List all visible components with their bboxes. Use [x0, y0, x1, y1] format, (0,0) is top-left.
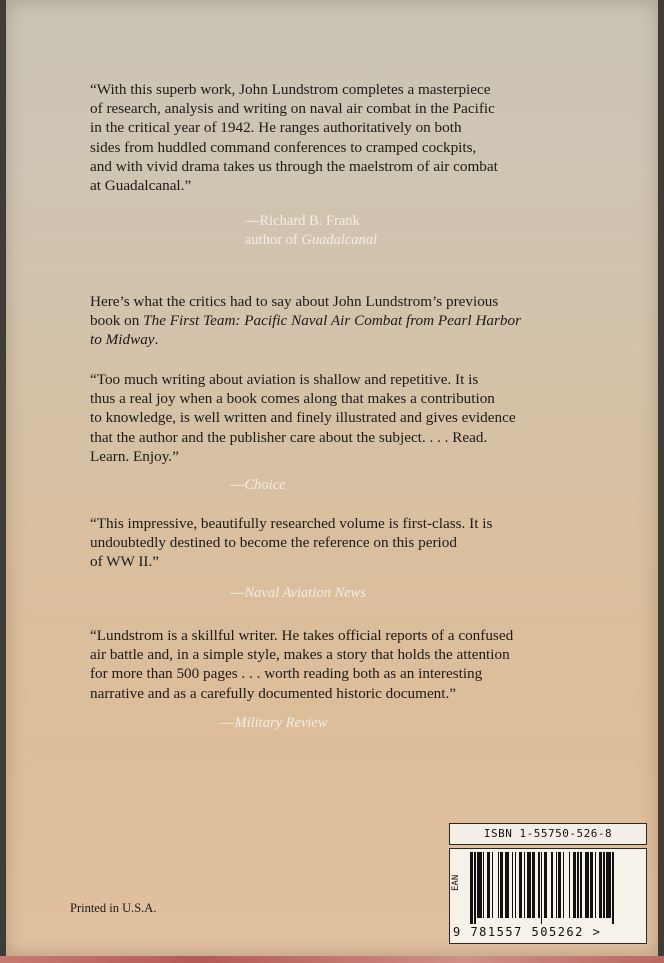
barcode-bar: [612, 852, 613, 924]
barcode-bar: [477, 852, 481, 918]
quote-line: air battle and, in a simple style, makes a story that holds the attention: [90, 646, 510, 664]
barcode-number: 9 781557 505262 >: [453, 925, 602, 939]
barcode-bar: [577, 852, 578, 918]
barcode-bars: [470, 852, 636, 924]
barcode-bar: [515, 852, 516, 918]
quote-line: undoubtedly destined to become the reference on this period: [90, 534, 457, 552]
author-role-text: author of: [245, 232, 302, 248]
isbn-label: ISBN 1-55750-526-8: [449, 823, 647, 845]
quote-line: “Lundstrom is a skillful writer. He takes official reports of a confused: [90, 627, 514, 644]
review-quote-military-review: [90, 626, 560, 703]
barcode-bar: [580, 852, 581, 918]
barcode-bar: [492, 852, 493, 918]
barcode-bar: [541, 852, 542, 924]
critics-intro: [90, 292, 560, 350]
barcode-bar: [563, 852, 564, 918]
quote-attribution-role: [245, 231, 377, 249]
review-quote-choice: [90, 370, 560, 466]
barcode-bar: [585, 852, 589, 918]
cover-bottom-edge: [0, 956, 664, 963]
quote-line: of WW II.”: [90, 553, 160, 571]
barcode-bar: [500, 852, 503, 918]
barcode-bar: [498, 852, 499, 918]
intro-line: Here’s what the critics had to say about John Lundstrom’s previous: [90, 293, 499, 310]
author-book-title: Guadalcanal: [301, 232, 378, 248]
barcode-bar: [519, 852, 522, 918]
quote-line: “With this superb work, John Lundstrom completes a masterpiece: [90, 81, 491, 98]
quote-line: “This impressive, beautifully researched volume is first-class. It is: [90, 515, 493, 532]
barcode-bar: [538, 852, 539, 918]
previous-book-title: The First Team: Pacific Naval Air Combat from Pearl Harbor: [143, 312, 522, 330]
barcode-bar: [590, 852, 593, 918]
barcode-bar: [558, 852, 561, 918]
quote-line: that the author and the publisher care about the subject. . . . Read.: [90, 428, 488, 446]
barcode-bar: [532, 852, 535, 918]
intro-line: [90, 330, 560, 349]
barcode-bar: [470, 852, 473, 924]
source-name: Choice: [244, 477, 286, 493]
quote-line: in the critical year of 1942. He ranges authoritatively on both: [90, 119, 462, 137]
barcode-bar: [569, 852, 570, 918]
quote-line: “Too much writing about aviation is shallow and repetitive. It is: [90, 371, 479, 388]
quote-attribution-naval-aviation-news: —Naval Aviation News: [230, 585, 366, 601]
quote-line: thus a real joy when a book comes along that makes a contribution: [90, 390, 495, 408]
barcode-bar: [527, 852, 531, 918]
barcode-bar: [556, 852, 557, 918]
source-name: Military Review: [234, 715, 328, 731]
barcode-bar: [544, 852, 547, 918]
ean-label: EAN: [451, 874, 461, 892]
printed-in-label: Printed in U.S.A.: [70, 901, 157, 915]
intro-line: [90, 311, 560, 330]
barcode-bar: [474, 852, 475, 924]
quote-line: and with vivid drama takes us through the maelstrom of air combat: [90, 157, 498, 175]
barcode-bar: [606, 852, 610, 918]
quote-attribution-frank: —Richard B. Frank: [245, 213, 360, 229]
barcode-bar: [505, 852, 509, 918]
barcode-bar: [551, 852, 552, 918]
intro-prefix: book on: [90, 312, 144, 330]
barcode-bar: [603, 852, 604, 918]
quote-line: narrative and as a carefully documented historic document.”: [90, 684, 457, 702]
previous-book-title-end: to Midway: [90, 331, 155, 349]
barcode-bar: [512, 852, 513, 918]
quote-line: at Guadalcanal.”: [90, 177, 192, 195]
barcode-bar: [595, 852, 596, 918]
quote-attribution-military-review: —Military Review: [220, 715, 328, 731]
source-name: Naval Aviation News: [244, 585, 366, 601]
review-quote-naval-aviation-news: [90, 514, 560, 572]
quote-line: Learn. Enjoy.”: [90, 447, 179, 465]
barcode-bar: [483, 852, 484, 918]
quote-line: for more than 500 pages . . . worth reading both as an interesting: [90, 665, 483, 683]
barcode-bar: [524, 852, 525, 918]
quote-attribution-choice: —Choice: [230, 477, 286, 493]
quote-line: to knowledge, is well written and finely illustrated and gives evidence: [90, 409, 516, 427]
barcode-bar: [599, 852, 602, 918]
quote-line: of research, analysis and writing on naval air combat in the Pacific: [90, 100, 495, 118]
barcode-bar: [487, 852, 490, 918]
review-quote-frank: [90, 80, 560, 195]
intro-suffix: .: [154, 331, 159, 349]
quote-line: sides from huddled command conferences to cramped cockpits,: [90, 138, 477, 156]
barcode-bar: [573, 852, 576, 918]
